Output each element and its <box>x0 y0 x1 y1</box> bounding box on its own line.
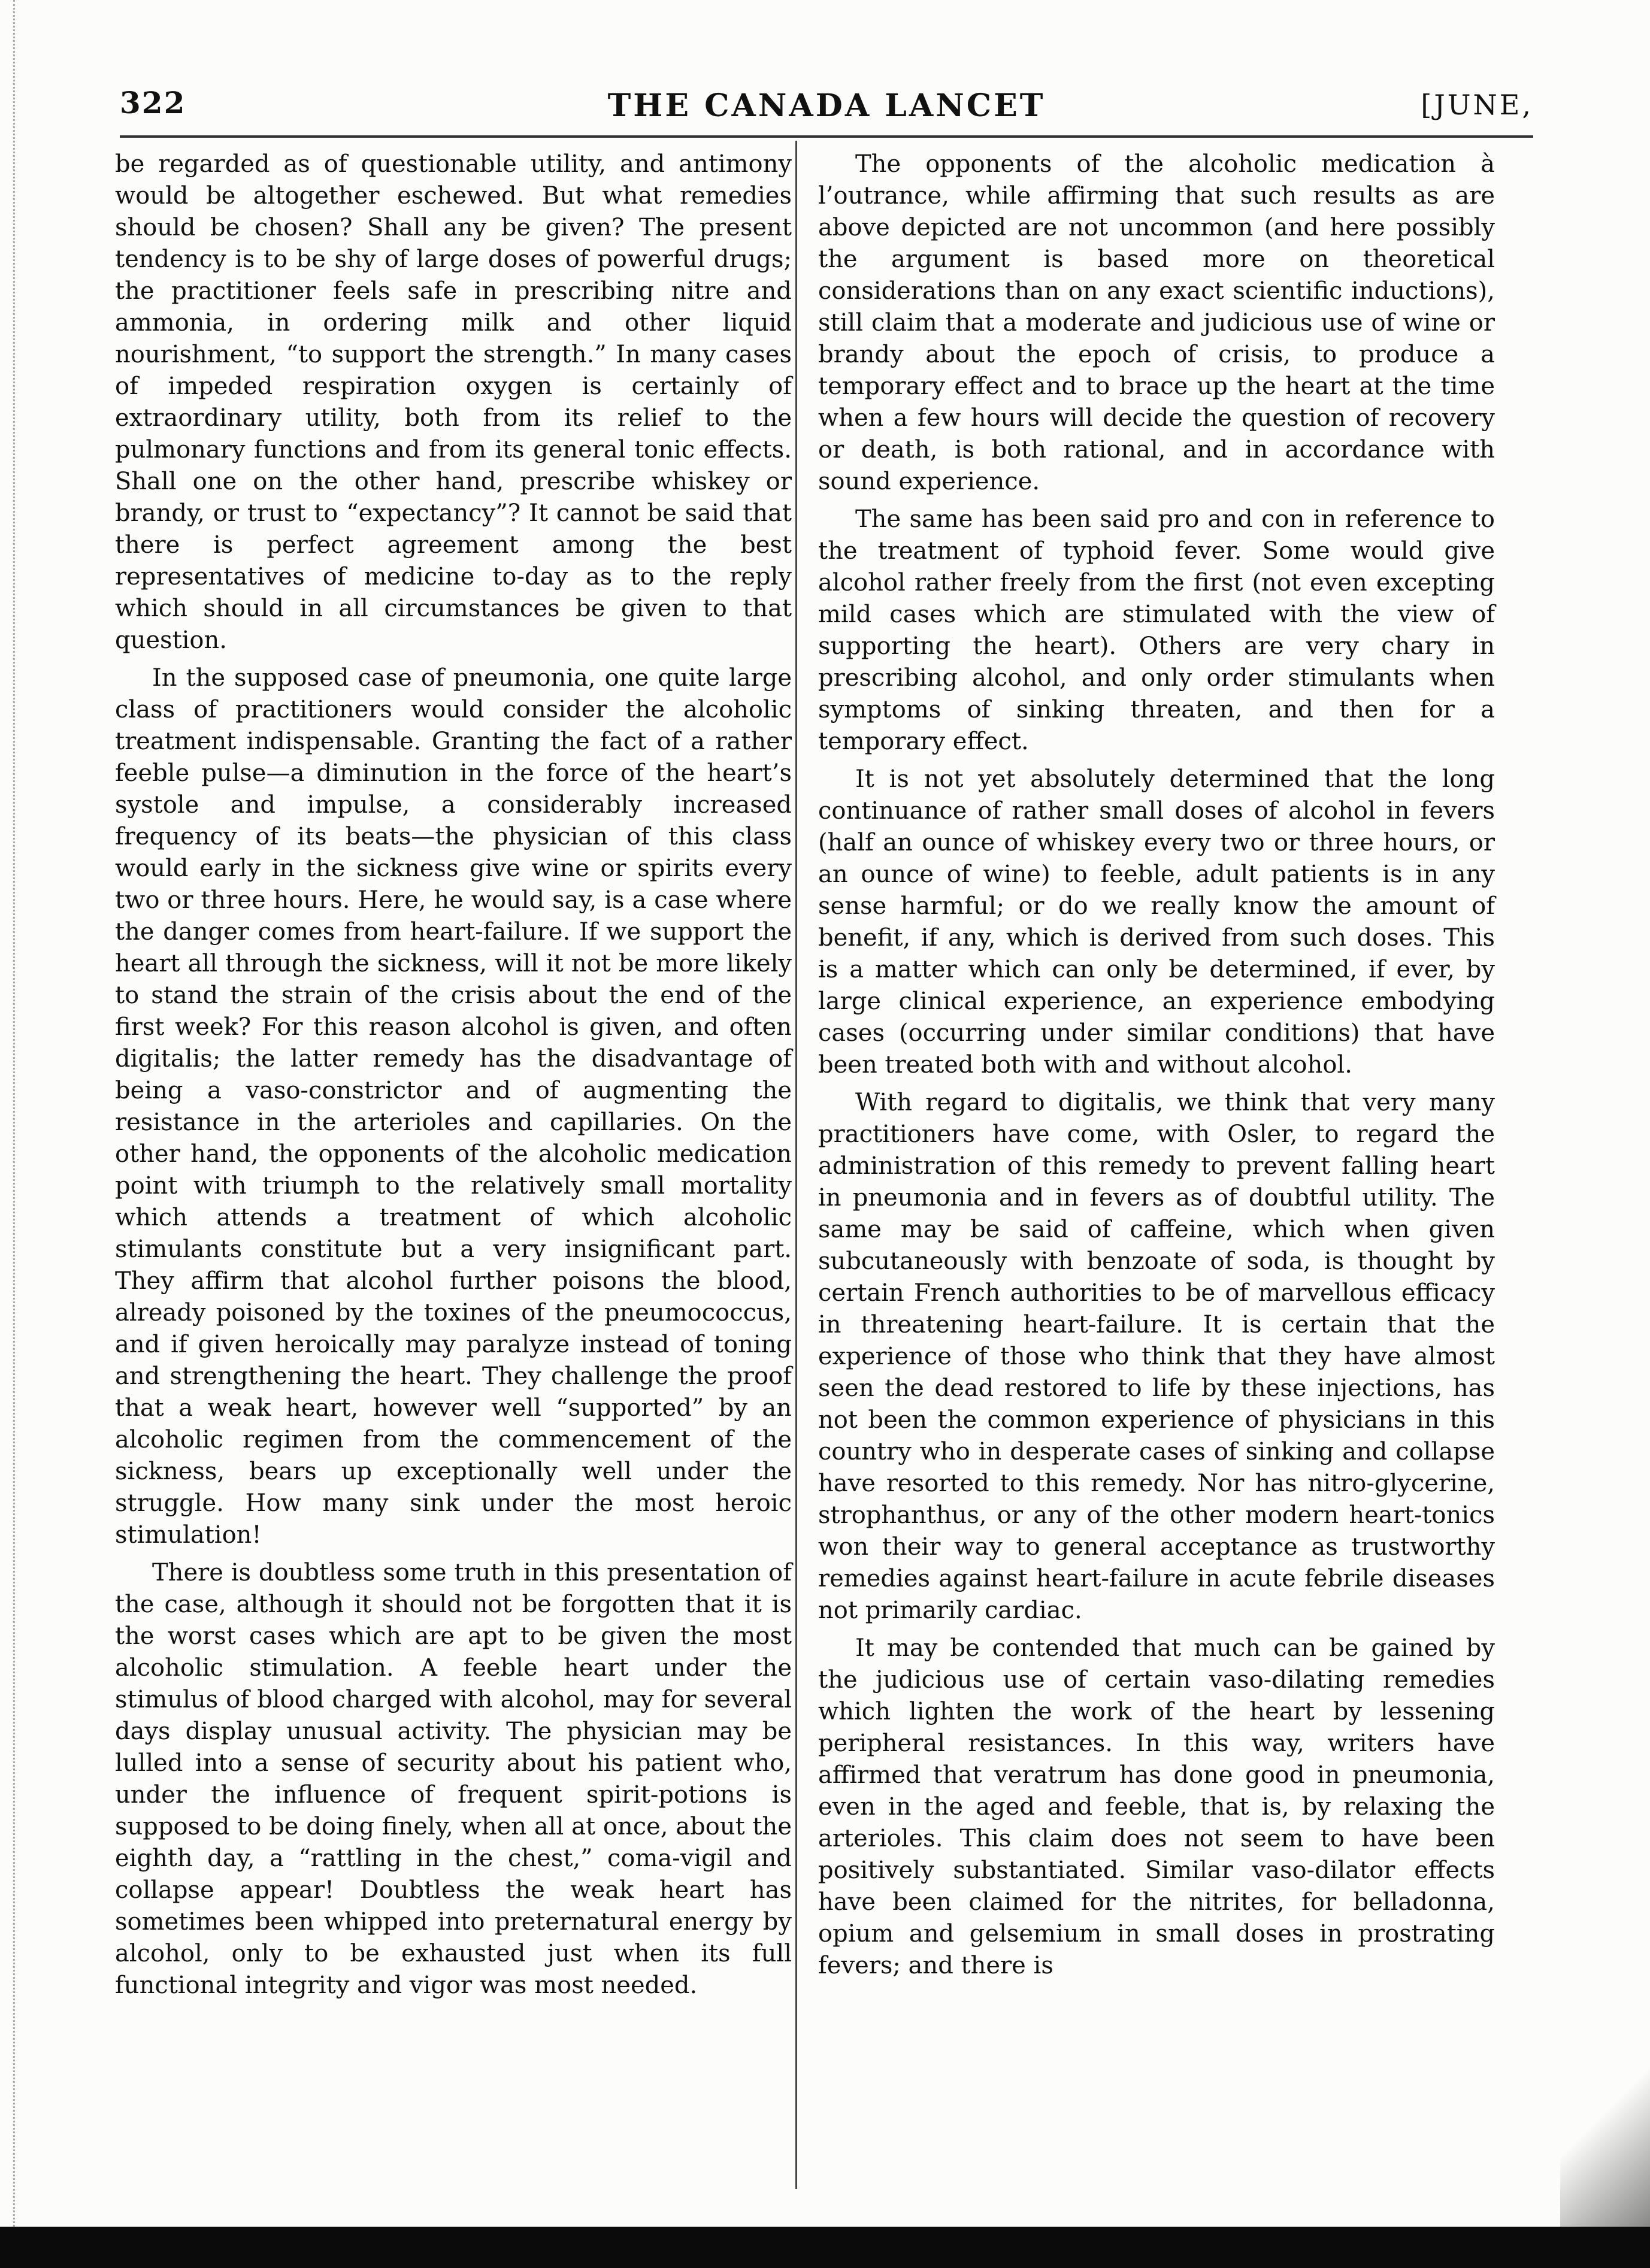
left-paragraph-2: In the supposed case of pneumonia, one quite large class of practitioners would consider the alcoholic treatment indispensable. Granting the fact of a rather feeble pulse—a diminution in the force of the heart’s systole and impulse, a considerably increased frequency of its beats—the physician of this class would early in the sickness give wine or spirits every two or three hours. Here, he would say, is a case where the danger comes from heart-failure. If we support the heart all through the sickness, will it not be more likely to stand the strain of the crisis about the end of the first week? For this reason alcohol is given, and often digitalis; the latter remedy has the disadvantage of being a vaso-constrictor and of augmenting the resistance in the arterioles and capillaries. On the other hand, the opponents of the alcoholic medication point with triumph to the relatively small mortality which attends a treatment of which alcoholic stimulants constitute but a very insignificant part. They affirm that alcohol further poisons the blood, already poisoned by the toxines of the pneumococcus, and if given heroically may paralyze instead of toning and strengthening the heart. They challenge the proof that a weak heart, however well “supported” by an alcoholic regimen from the commencement of the sickness, bears up exceptionally well under the struggle. How many sink under the most heroic stimulation! <box>115 664 792 1549</box>
right-paragraph-2: The same has been said pro and con in reference to the treatment of typhoid fever. Some would give alcohol rather freely from the first (not even excepting mild cases which are stimulated with the view of supporting the heart). Others are very chary in prescribing alcohol, and only order stimulants when symptoms of sinking threaten, and then for a temporary effect. <box>818 505 1495 755</box>
right-paragraph-1: The opponents of the alcoholic medication à l’outrance, while affirming that such results as are above depicted are not uncommon (and here possibly the argument is based more on theoretical considerations than on any exact scientific inductions), still claim that a moderate and judicious use of wine or brandy about the epoch of crisis, to produce a temporary effect and to brace up the heart at the time when a few hours will decide the question of recovery or death, is both rational, and in accordance with sound experience. <box>818 150 1495 495</box>
left-paragraph-3: There is doubtless some truth in this presentation of the case, although it should not be forgotten that it is the worst cases which are apt to be given the most alcoholic stimulation. A feeble heart under the stimulus of blood charged with alcohol, may for several days display unusual activity. The physician may be lulled into a sense of security about his patient who, under the influence of frequent spirit-potions is supposed to be doing finely, when all at once, about the eighth day, a “rattling in the chest,” coma-vigil and collapse appear! Doubtless the weak heart has sometimes been whipped into preternatural energy by alcohol, only to be exhausted just when its full functional integrity and vigor was most needed. <box>115 1559 792 1999</box>
journal-title: THE CANADA LANCET <box>607 87 1046 124</box>
binding-margin-marks <box>0 0 15 2227</box>
running-header <box>120 85 1533 133</box>
issue-month: [JUNE, <box>1421 89 1533 121</box>
page-number: 322 <box>120 85 186 120</box>
header-rule <box>120 135 1533 138</box>
left-column <box>115 149 792 2007</box>
right-paragraph-4: With regard to digitalis, we think that very many practitioners have come, with Osler, to regard the administration of this remedy to prevent falling heart in pneumonia and in fevers as of doubtful utility. The same may be said of caffeine, which when given subcutaneously with benzoate of soda, is thought by certain French authorities to be of marvellous efficacy in threatening heart-failure. It is certain that the experience of those who think that they have almost seen the dead restored to life by these injections, has not been the common experience of physicians in this country who in desperate cases of sinking and collapse have resorted to this remedy. Nor has nitro-glycerine, strophanthus, or any of the other modern heart-tonics won their way to general acceptance as trustworthy remedies against heart-failure in acute febrile diseases not primarily cardiac. <box>818 1089 1495 1624</box>
scan-bottom-border <box>0 2227 1650 2268</box>
column-divider <box>795 141 797 2189</box>
left-paragraph-1: be regarded as of questionable utility, and antimony would be altogether eschewed. But what remedies should be chosen? Shall any be given? The present tendency is to be shy of large doses of powerful drugs; the practitioner feels safe in prescribing nitre and ammonia, in ordering milk and other liquid nourishment, “to support the strength.” In many cases of impeded respiration oxygen is certainly of extraordinary utility, both from its relief to the pulmonary functions and from its general tonic effects. Shall one on the other hand, prescribe whiskey or brandy, or trust to “expectancy”? It cannot be said that there is perfect agreement among the best representatives of medicine to-day as to the reply which should in all circumstances be given to that question. <box>115 150 792 654</box>
page-edge-shadow <box>1560 2048 1650 2228</box>
right-paragraph-3: It is not yet absolutely determined that the long continuance of rather small doses of alcohol in fevers (half an ounce of whiskey every two or three hours, or an ounce of wine) to feeble, adult patients is in any sense harmful; or do we really know the amount of benefit, if any, which is derived from such doses. This is a matter which can only be determined, if ever, by large clinical experience, an experience embodying cases (occurring under similar conditions) that have been treated both with and without alcohol. <box>818 765 1495 1079</box>
right-paragraph-5: It may be contended that much can be gained by the judicious use of certain vaso-dilating remedies which lighten the work of the heart by lessening peripheral resistances. In this way, writers have affirmed that veratrum has done good in pneumonia, even in the aged and feeble, that is, by relaxing the arterioles. This claim does not seem to have been positively substantiated. Similar vaso-dilator effects have been claimed for the nitrites, for belladonna, opium and gelsemium in small doses in prostrating fevers; and there is <box>818 1634 1495 1979</box>
right-column <box>818 149 1495 1988</box>
